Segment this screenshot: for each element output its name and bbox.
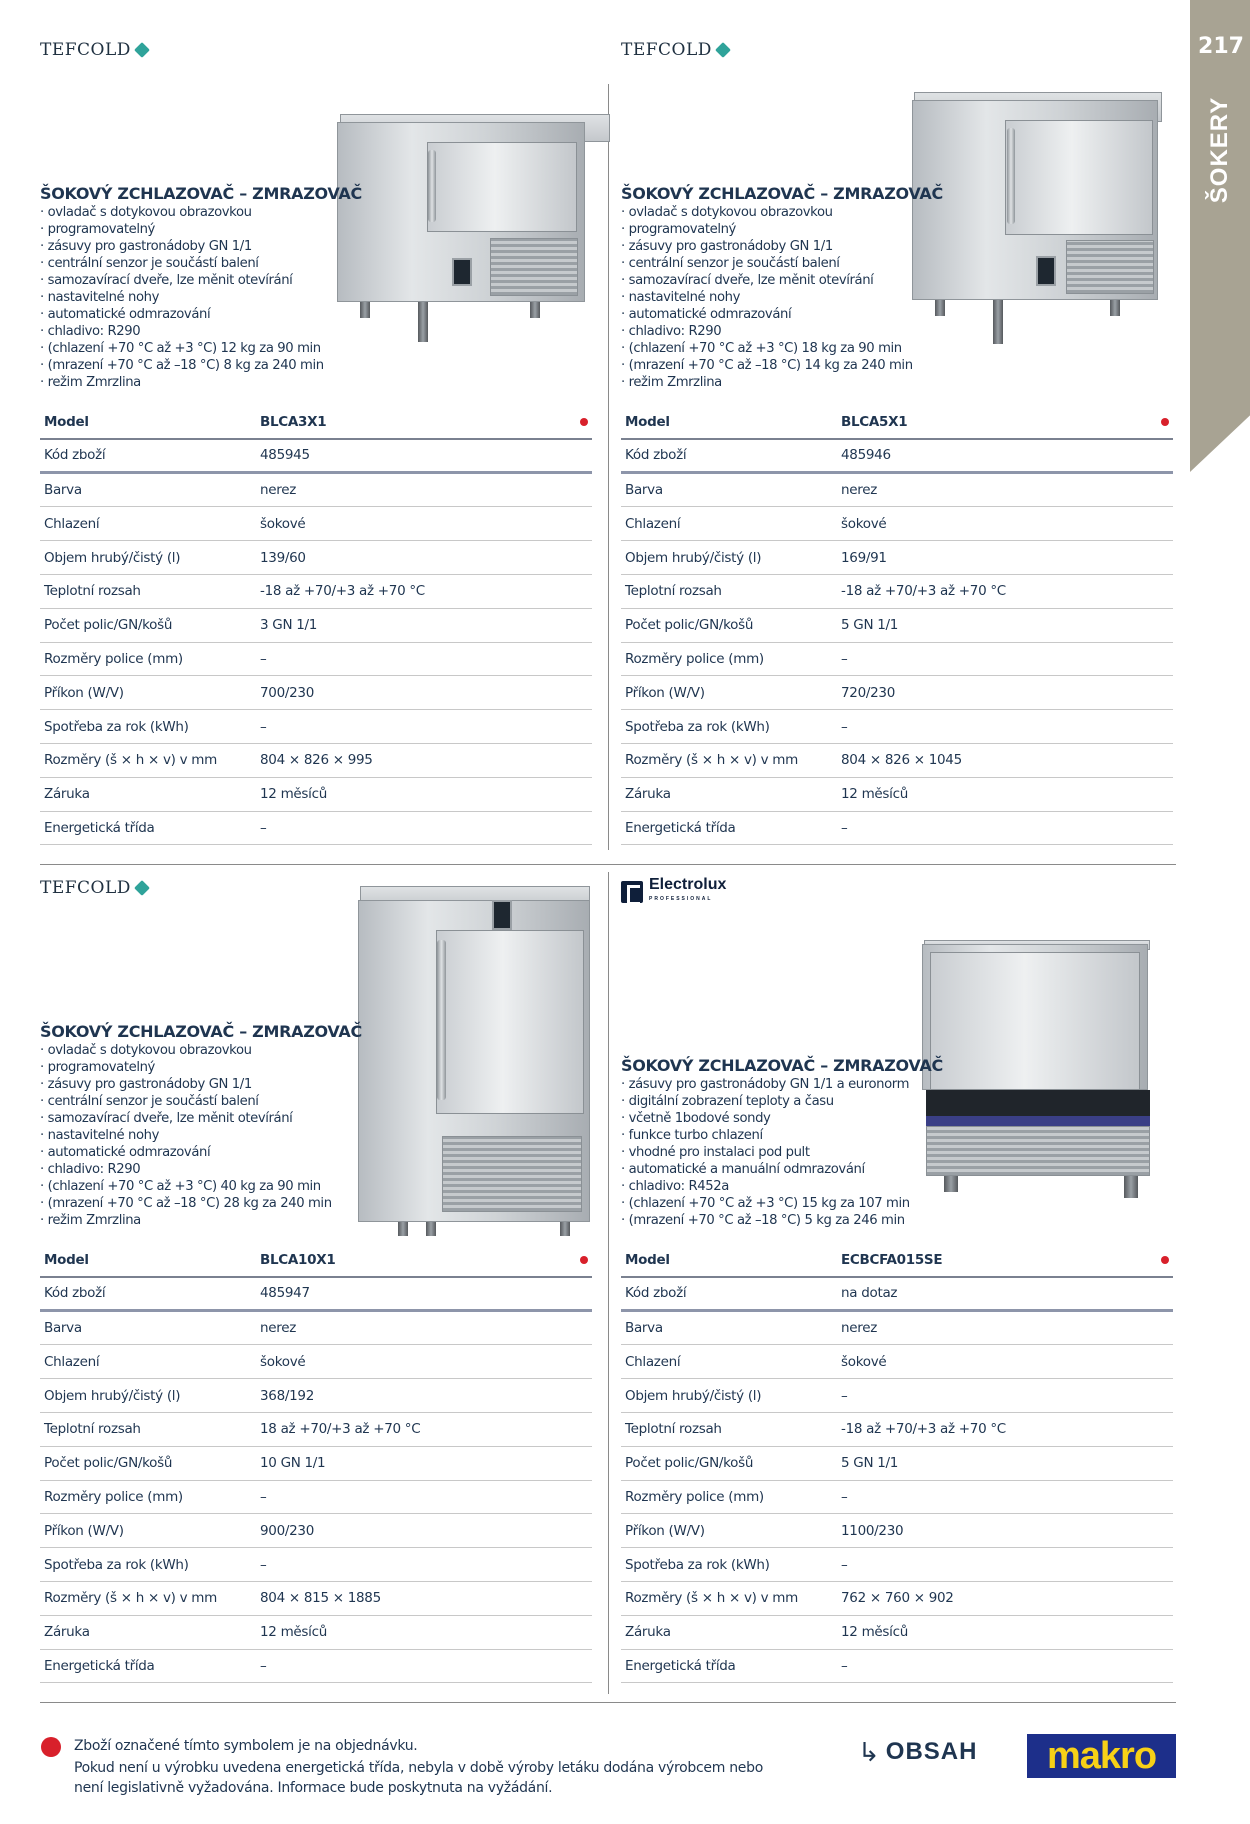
spec-label: Teplotní rozsah (44, 583, 141, 600)
spec-value: na dotaz (841, 1285, 898, 1302)
spec-row (621, 676, 1173, 710)
spec-label: Počet polic/GN/košů (44, 617, 173, 634)
order-symbol-dot (1161, 418, 1169, 426)
spec-value: 1100/230 (841, 1522, 904, 1539)
spec-row (621, 1379, 1173, 1413)
spec-label: Rozměry police (mm) (625, 1488, 764, 1505)
spec-value: -18 až +70/+3 až +70 °C (260, 583, 425, 600)
feature-item: · nastavitelné nohy (40, 1127, 332, 1144)
contents-label: OBSAH (885, 1738, 978, 1765)
brand-logo: Electrolux PROFESSIONAL (621, 878, 726, 906)
spec-value: 368/192 (260, 1387, 314, 1404)
spec-row (621, 1447, 1173, 1481)
spec-row (621, 474, 1173, 508)
column-divider (608, 84, 609, 850)
spec-value: -18 až +70/+3 až +70 °C (841, 583, 1006, 600)
feature-item: · centrální senzor je součástí balení (40, 255, 324, 272)
spec-value: 18 až +70/+3 až +70 °C (260, 1421, 421, 1438)
feature-item: · programovatelný (40, 221, 324, 238)
feature-item: · digitální zobrazení teploty a času (621, 1093, 910, 1110)
feature-item: · (chlazení +70 °C až +3 °C) 15 kg za 107 min (621, 1195, 910, 1212)
spec-row (621, 575, 1173, 609)
spec-label: Energetická třída (44, 819, 155, 836)
feature-item: · samozavírací dveře, lze měnit otevírání (621, 272, 913, 289)
order-symbol-dot (580, 1256, 588, 1264)
spec-value: 804 × 815 × 1885 (260, 1590, 381, 1607)
order-note: Zboží označené tímto symbolem je na objednávku. (74, 1738, 418, 1754)
spec-value: šokové (841, 1353, 887, 1370)
feature-item: · (chlazení +70 °C až +3 °C) 12 kg za 90 min (40, 340, 324, 357)
feature-item: · nastavitelné nohy (621, 289, 913, 306)
spec-label: Rozměry (š × h × v) v mm (625, 752, 798, 769)
spec-row (621, 609, 1173, 643)
feature-item: · centrální senzor je součástí balení (621, 255, 913, 272)
spec-label: Spotřeba za rok (kWh) (44, 718, 189, 735)
spec-value: šokové (841, 515, 887, 532)
spec-row (40, 1312, 592, 1346)
spec-label: Záruka (625, 786, 671, 803)
feature-item: · zásuvy pro gastronádoby GN 1/1 (40, 238, 324, 255)
feature-item: · režim Zmrzlina (621, 374, 913, 391)
spec-label: Rozměry (š × h × v) v mm (44, 752, 217, 769)
brand-logo: TEFCOLD (40, 878, 149, 898)
spec-label: Rozměry police (mm) (44, 1488, 183, 1505)
feature-item: · zásuvy pro gastronádoby GN 1/1 a euronorm (621, 1076, 910, 1093)
order-symbol-dot (580, 418, 588, 426)
spec-table (40, 406, 592, 845)
spec-row (621, 1481, 1173, 1515)
feature-item: · chladivo: R290 (40, 323, 324, 340)
spec-value: 804 × 826 × 1045 (841, 752, 962, 769)
spec-row (40, 778, 592, 812)
column-divider (608, 872, 609, 1694)
spec-row (40, 643, 592, 677)
spec-value: 700/230 (260, 684, 314, 701)
spec-label: Barva (44, 1319, 82, 1336)
spec-row (40, 1514, 592, 1548)
product-title: ŠOKOVÝ ZCHLAZOVAČ – ZMRAZOVAČ (621, 1056, 943, 1075)
spec-row (621, 710, 1173, 744)
footer-divider (40, 1702, 1176, 1703)
spec-value: – (260, 1556, 267, 1573)
spec-label: Záruka (44, 1624, 90, 1641)
spec-label: Rozměry (š × h × v) v mm (44, 1590, 217, 1607)
spec-value: 139/60 (260, 549, 306, 566)
tefcold-cube-icon (715, 42, 731, 58)
spec-value: – (260, 819, 267, 836)
spec-value: 762 × 760 × 902 (841, 1590, 954, 1607)
spec-value: – (841, 1657, 848, 1674)
spec-value: BLCA5X1 (841, 413, 908, 430)
spec-row (40, 1548, 592, 1582)
spec-header-row (621, 406, 1173, 440)
spec-value: 485947 (260, 1285, 310, 1302)
spec-label: Model (44, 1251, 89, 1268)
feature-item: · chladivo: R290 (40, 1161, 332, 1178)
feature-item: · (mrazení +70 °C až –18 °C) 5 kg za 246 min (621, 1212, 910, 1229)
spec-row (621, 1616, 1173, 1650)
spec-row (621, 1650, 1173, 1684)
spec-label: Příkon (W/V) (44, 1522, 124, 1539)
order-symbol-dot (41, 1737, 61, 1757)
section-tab (1190, 0, 1250, 472)
feature-item: · ovladač s dotykovou obrazovkou (40, 204, 324, 221)
spec-label: Model (625, 1251, 670, 1268)
spec-value: – (841, 1488, 848, 1505)
feature-item: · programovatelný (621, 221, 913, 238)
spec-value: – (260, 650, 267, 667)
spec-row (40, 440, 592, 474)
spec-value: 485945 (260, 447, 310, 464)
spec-label: Teplotní rozsah (625, 1421, 722, 1438)
spec-row (40, 507, 592, 541)
spec-label: Příkon (W/V) (44, 684, 124, 701)
spec-value: – (841, 1556, 848, 1573)
spec-header-row (40, 406, 592, 440)
spec-label: Teplotní rozsah (625, 583, 722, 600)
feature-item: · (mrazení +70 °C až –18 °C) 28 kg za 240 min (40, 1195, 332, 1212)
feature-item: · chladivo: R290 (621, 323, 913, 340)
spec-row (40, 1345, 592, 1379)
spec-value: 12 měsíců (260, 1624, 327, 1641)
spec-value: nerez (841, 481, 878, 498)
spec-row (621, 643, 1173, 677)
feature-item: · automatické odmrazování (621, 306, 913, 323)
spec-value: – (841, 718, 848, 735)
spec-value: nerez (260, 481, 297, 498)
makro-logo: makro (1027, 1734, 1176, 1778)
spec-value: – (260, 1488, 267, 1505)
spec-label: Objem hrubý/čistý (l) (625, 1387, 762, 1404)
return-arrow-icon: ↳ (858, 1737, 880, 1767)
feature-item: · nastavitelné nohy (40, 289, 324, 306)
feature-item: · centrální senzor je součástí balení (40, 1093, 332, 1110)
feature-list (40, 204, 324, 391)
spec-label: Energetická třída (44, 1657, 155, 1674)
spec-value: 485946 (841, 447, 891, 464)
row-divider (40, 864, 1176, 865)
spec-row (621, 541, 1173, 575)
feature-item: · funkce turbo chlazení (621, 1127, 910, 1144)
feature-item: · včetně 1bodové sondy (621, 1110, 910, 1127)
spec-value: 12 měsíců (260, 786, 327, 803)
feature-item: · automatické odmrazování (40, 1144, 332, 1161)
spec-row (621, 1548, 1173, 1582)
brand-logo: TEFCOLD (40, 40, 149, 60)
spec-row (40, 474, 592, 508)
spec-value: 900/230 (260, 1522, 314, 1539)
spec-row (40, 744, 592, 778)
feature-list (40, 1042, 332, 1229)
section-label: ŠOKERY (1206, 96, 1233, 204)
spec-label: Objem hrubý/čistý (l) (625, 549, 762, 566)
feature-item: · (mrazení +70 °C až –18 °C) 8 kg za 240 min (40, 357, 324, 374)
spec-label: Energetická třída (625, 819, 736, 836)
spec-row (621, 744, 1173, 778)
spec-label: Rozměry (š × h × v) v mm (625, 1590, 798, 1607)
spec-label: Barva (44, 481, 82, 498)
spec-value: -18 až +70/+3 až +70 °C (841, 1421, 1006, 1438)
spec-row (621, 1312, 1173, 1346)
spec-label: Kód zboží (44, 1285, 106, 1302)
feature-item: · chladivo: R452a (621, 1178, 910, 1195)
feature-item: · programovatelný (40, 1059, 332, 1076)
spec-value: šokové (260, 515, 306, 532)
spec-row (621, 440, 1173, 474)
spec-row (40, 676, 592, 710)
feature-item: · vhodné pro instalaci pod pult (621, 1144, 910, 1161)
spec-label: Chlazení (625, 1353, 681, 1370)
spec-label: Záruka (625, 1624, 671, 1641)
spec-value: BLCA10X1 (260, 1251, 336, 1268)
spec-label: Objem hrubý/čistý (l) (44, 1387, 181, 1404)
spec-row (40, 1278, 592, 1312)
spec-row (621, 507, 1173, 541)
feature-item: · režim Zmrzlina (40, 374, 324, 391)
spec-label: Rozměry police (mm) (625, 650, 764, 667)
spec-value: 5 GN 1/1 (841, 617, 899, 634)
feature-item: · zásuvy pro gastronádoby GN 1/1 (40, 1076, 332, 1093)
feature-item: · ovladač s dotykovou obrazovkou (40, 1042, 332, 1059)
spec-row (40, 541, 592, 575)
spec-row (40, 1582, 592, 1616)
spec-value: šokové (260, 1353, 306, 1370)
spec-label: Chlazení (44, 1353, 100, 1370)
feature-item: · ovladač s dotykovou obrazovkou (621, 204, 913, 221)
spec-row (621, 812, 1173, 846)
feature-item: · režim Zmrzlina (40, 1212, 332, 1229)
feature-item: · (chlazení +70 °C až +3 °C) 40 kg za 90 min (40, 1178, 332, 1195)
feature-item: · (mrazení +70 °C až –18 °C) 14 kg za 240 min (621, 357, 913, 374)
feature-list (621, 204, 913, 391)
tefcold-cube-icon (134, 880, 150, 896)
spec-row (40, 609, 592, 643)
page-number: 217 (1198, 34, 1244, 59)
spec-value: – (841, 1387, 848, 1404)
spec-label: Spotřeba za rok (kWh) (625, 718, 770, 735)
tefcold-cube-icon (134, 42, 150, 58)
spec-row (40, 1650, 592, 1684)
spec-table (40, 1244, 592, 1683)
feature-list (621, 1076, 910, 1229)
spec-row (621, 1514, 1173, 1548)
spec-value: 12 měsíců (841, 786, 908, 803)
spec-value: – (841, 650, 848, 667)
feature-item: · samozavírací dveře, lze měnit otevírání (40, 272, 324, 289)
product-title: ŠOKOVÝ ZCHLAZOVAČ – ZMRAZOVAČ (621, 184, 943, 203)
spec-label: Chlazení (625, 515, 681, 532)
spec-value: 5 GN 1/1 (841, 1455, 899, 1472)
spec-label: Model (625, 413, 670, 430)
spec-value: 720/230 (841, 684, 895, 701)
spec-label: Chlazení (44, 515, 100, 532)
feature-item: · (chlazení +70 °C až +3 °C) 18 kg za 90 min (621, 340, 913, 357)
spec-header-row (621, 1244, 1173, 1278)
spec-label: Příkon (W/V) (625, 1522, 705, 1539)
spec-row (40, 710, 592, 744)
spec-table (621, 1244, 1173, 1683)
spec-label: Příkon (W/V) (625, 684, 705, 701)
spec-value: nerez (260, 1319, 297, 1336)
spec-row (40, 1616, 592, 1650)
spec-value: 169/91 (841, 549, 887, 566)
spec-label: Objem hrubý/čistý (l) (44, 549, 181, 566)
spec-row (621, 1345, 1173, 1379)
contents-link[interactable] (858, 1738, 977, 1766)
spec-row (621, 1278, 1173, 1312)
spec-value: 3 GN 1/1 (260, 617, 318, 634)
spec-row (621, 1582, 1173, 1616)
product-title: ŠOKOVÝ ZCHLAZOVAČ – ZMRAZOVAČ (40, 184, 362, 203)
spec-row (40, 575, 592, 609)
spec-value: – (841, 819, 848, 836)
spec-label: Energetická třída (625, 1657, 736, 1674)
spec-value: ECBCFA015SE (841, 1251, 943, 1268)
spec-label: Teplotní rozsah (44, 1421, 141, 1438)
electrolux-logo-icon (621, 881, 643, 903)
feature-item: · samozavírací dveře, lze měnit otevírání (40, 1110, 332, 1127)
brand-logo: TEFCOLD (621, 40, 730, 60)
spec-row (40, 1413, 592, 1447)
spec-label: Kód zboží (44, 447, 106, 464)
feature-item: · zásuvy pro gastronádoby GN 1/1 (621, 238, 913, 255)
spec-label: Spotřeba za rok (kWh) (44, 1556, 189, 1573)
spec-value: nerez (841, 1319, 878, 1336)
feature-item: · automatické a manuální odmrazování (621, 1161, 910, 1178)
spec-row (40, 1447, 592, 1481)
product-title: ŠOKOVÝ ZCHLAZOVAČ – ZMRAZOVAČ (40, 1022, 362, 1041)
feature-item: · automatické odmrazování (40, 306, 324, 323)
spec-label: Kód zboží (625, 447, 687, 464)
spec-label: Kód zboží (625, 1285, 687, 1302)
spec-header-row (40, 1244, 592, 1278)
spec-table (621, 406, 1173, 845)
spec-label: Spotřeba za rok (kWh) (625, 1556, 770, 1573)
spec-row (40, 1481, 592, 1515)
spec-label: Model (44, 413, 89, 430)
energy-class-note: Pokud není u výrobku uvedena energetická třída, nebyla v době výroby letáku dodána výrobcem nebo není legislativně vyžadována. Informace bude poskytnuta na vyžádání. (74, 1760, 763, 1796)
spec-row (621, 1413, 1173, 1447)
spec-row (40, 812, 592, 846)
spec-label: Záruka (44, 786, 90, 803)
spec-label: Počet polic/GN/košů (625, 617, 754, 634)
spec-value: 12 měsíců (841, 1624, 908, 1641)
spec-label: Počet polic/GN/košů (44, 1455, 173, 1472)
spec-label: Rozměry police (mm) (44, 650, 183, 667)
order-symbol-dot (1161, 1256, 1169, 1264)
spec-value: BLCA3X1 (260, 413, 327, 430)
spec-label: Barva (625, 481, 663, 498)
spec-value: – (260, 1657, 267, 1674)
spec-value: – (260, 718, 267, 735)
spec-row (40, 1379, 592, 1413)
spec-label: Barva (625, 1319, 663, 1336)
spec-row (621, 778, 1173, 812)
spec-value: 10 GN 1/1 (260, 1455, 326, 1472)
spec-value: 804 × 826 × 995 (260, 752, 373, 769)
spec-label: Počet polic/GN/košů (625, 1455, 754, 1472)
